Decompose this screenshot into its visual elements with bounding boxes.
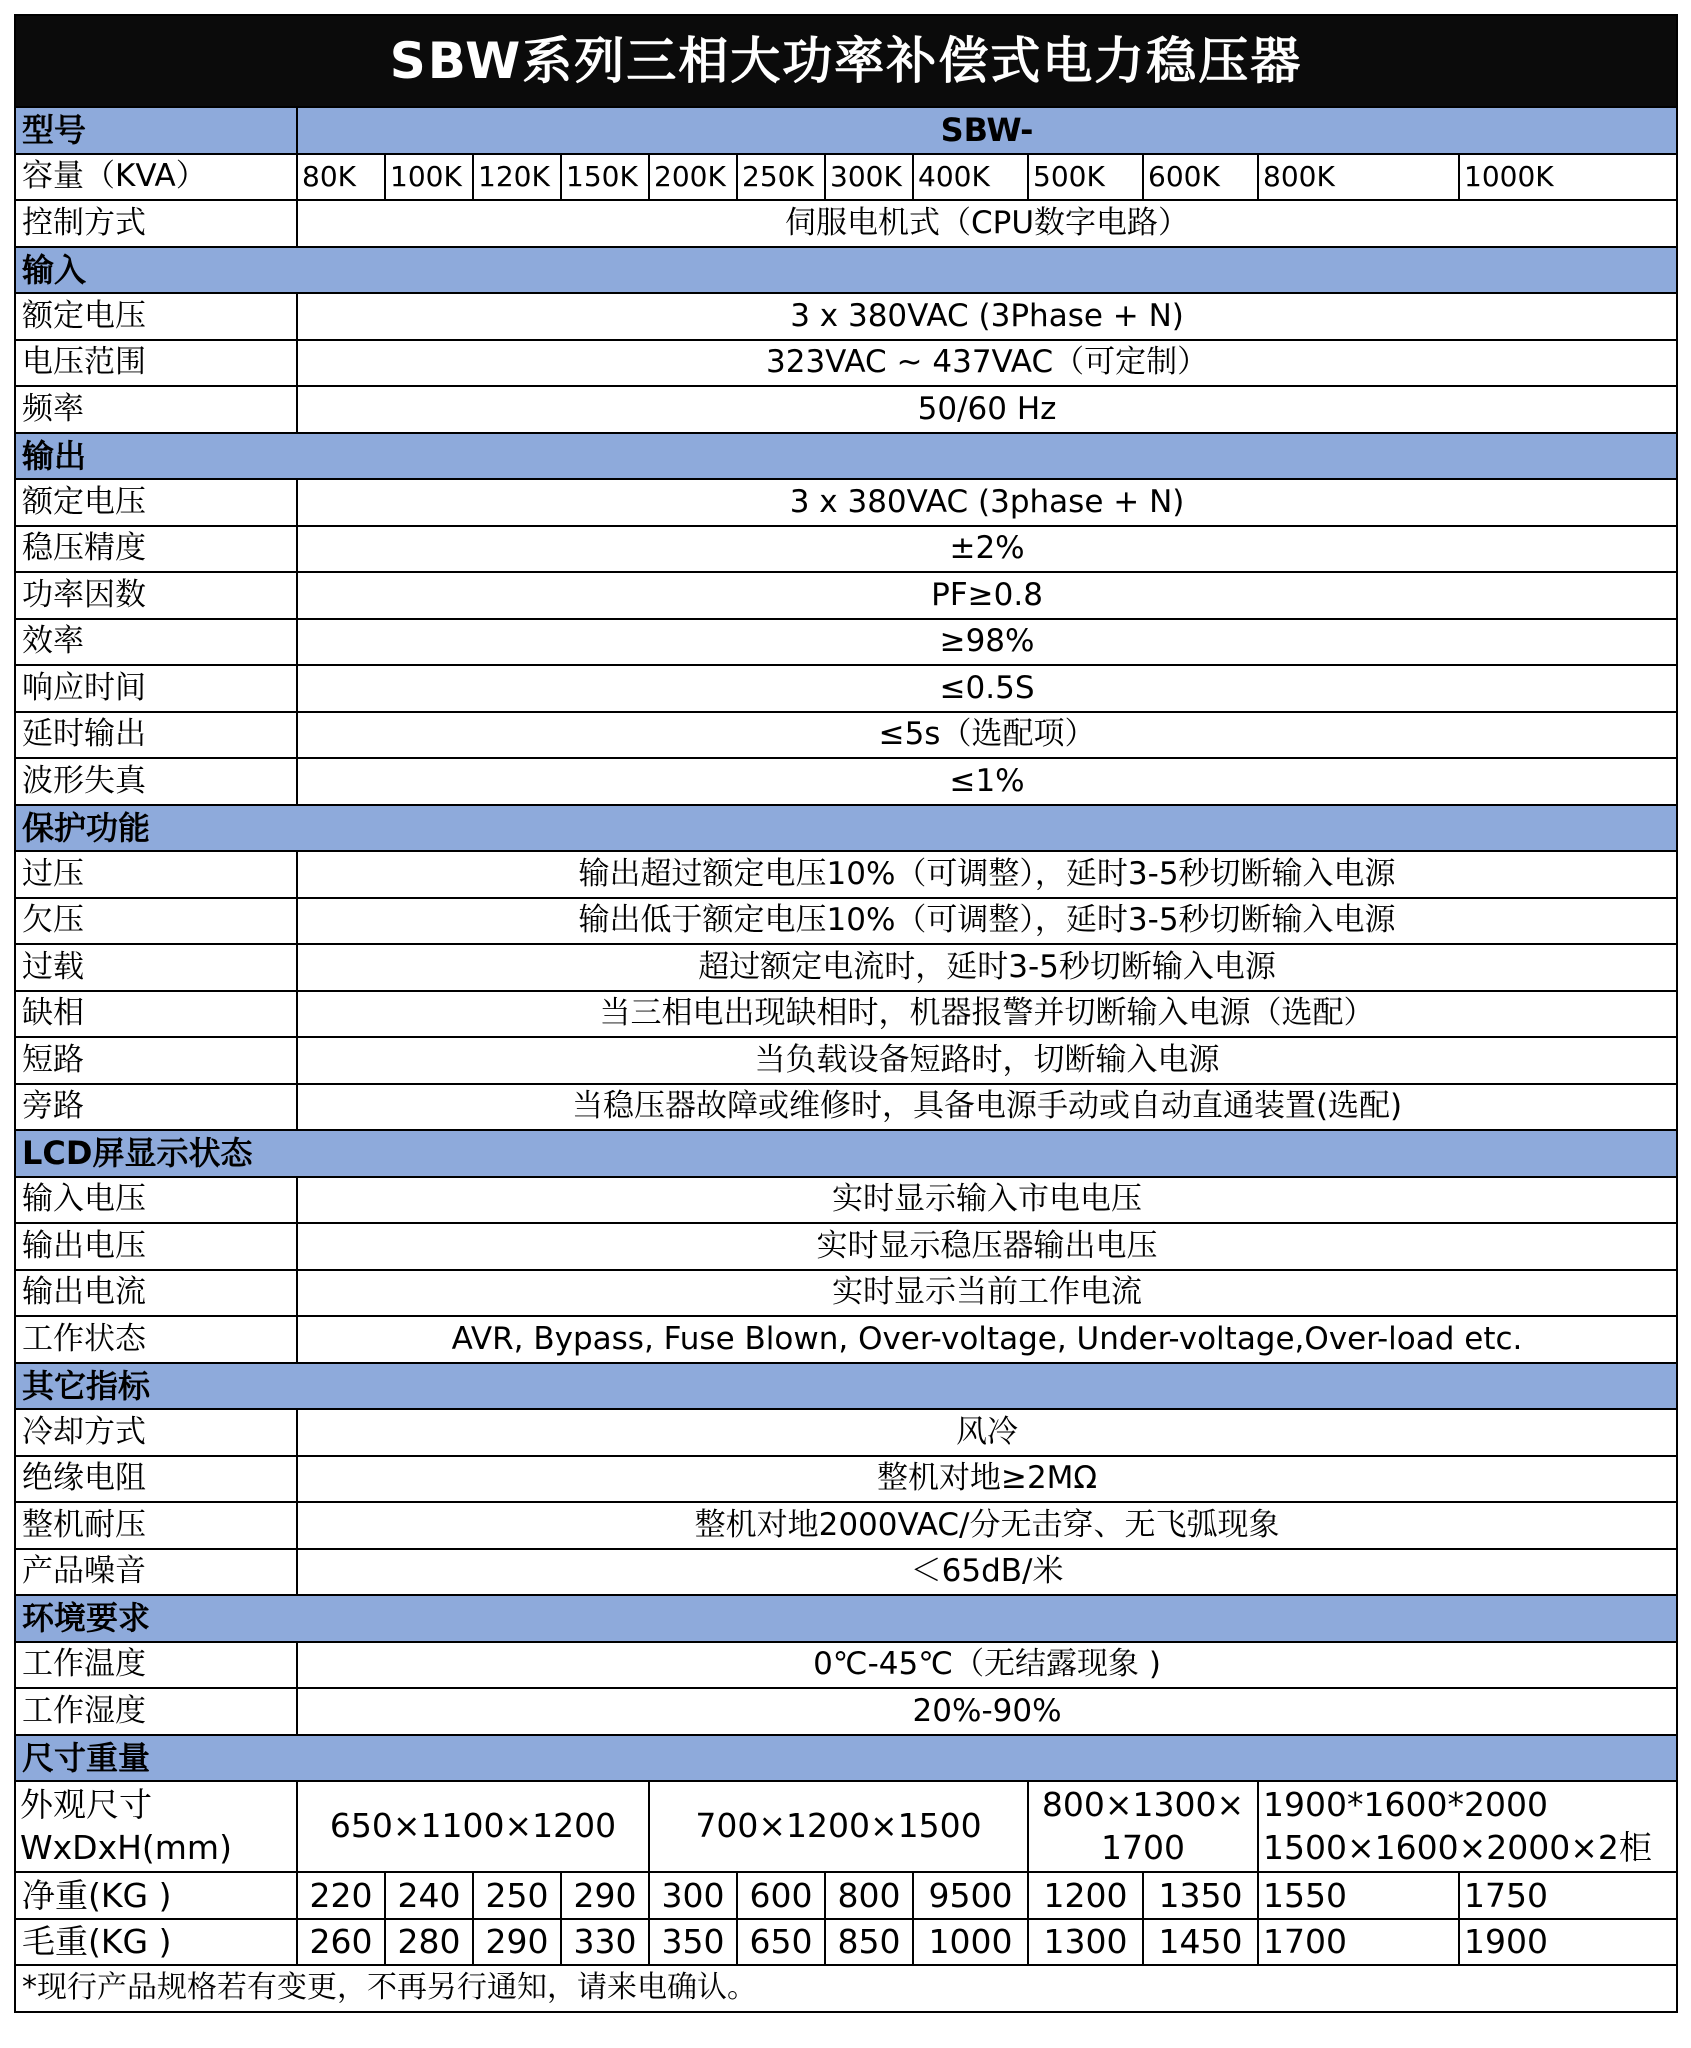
spec-row bbox=[15, 619, 1677, 666]
section-title: 其它指标 bbox=[15, 1363, 1677, 1410]
dimensions-group-line: 1900*1600*2000 bbox=[1263, 1784, 1548, 1824]
net-weight-cell: 240 bbox=[385, 1872, 473, 1919]
spec-label: 旁路 bbox=[15, 1084, 297, 1131]
capacity-cell: 800K bbox=[1258, 154, 1459, 201]
gross-weight-cell: 350 bbox=[649, 1919, 737, 1966]
dimensions-group bbox=[1258, 1781, 1677, 1872]
spec-label: 额定电压 bbox=[15, 293, 297, 340]
spec-label: 输出电流 bbox=[15, 1270, 297, 1317]
spec-row bbox=[15, 1177, 1677, 1224]
spec-label: 工作温度 bbox=[15, 1642, 297, 1689]
spec-label: 效率 bbox=[15, 619, 297, 666]
spec-value: 当稳压器故障或维修时，具备电源手动或自动直通装置(选配) bbox=[297, 1084, 1677, 1131]
spec-value: ≤0.5S bbox=[297, 665, 1677, 712]
dimensions-label-line: 外观尺寸 bbox=[20, 1784, 152, 1824]
spec-row bbox=[15, 944, 1677, 991]
section-header-other bbox=[15, 1363, 1677, 1410]
spec-label: 工作湿度 bbox=[15, 1688, 297, 1735]
spec-row bbox=[15, 293, 1677, 340]
net-weight-cell: 800 bbox=[825, 1872, 913, 1919]
spec-value: ≤1% bbox=[297, 758, 1677, 805]
spec-row bbox=[15, 665, 1677, 712]
model-label: 型号 bbox=[15, 107, 297, 154]
section-header-output bbox=[15, 433, 1677, 480]
spec-label: 产品噪音 bbox=[15, 1549, 297, 1596]
capacity-cell: 100K bbox=[385, 154, 473, 201]
dimensions-group-line: 800×1300× bbox=[1041, 1784, 1245, 1824]
capacity-cell: 400K bbox=[913, 154, 1028, 201]
spec-label: 波形失真 bbox=[15, 758, 297, 805]
model-value: SBW- bbox=[297, 107, 1677, 154]
control-value: 伺服电机式（CPU数字电路） bbox=[297, 200, 1677, 247]
dimensions-group-line: 1700 bbox=[1101, 1827, 1185, 1867]
net-weight-cell: 9500 bbox=[913, 1872, 1028, 1919]
capacity-cell: 600K bbox=[1143, 154, 1258, 201]
spec-value: 3 x 380VAC (3Phase + N) bbox=[297, 293, 1677, 340]
spec-value: AVR, Bypass, Fuse Blown, Over-voltage, Under-voltage,Over-load etc. bbox=[297, 1316, 1677, 1363]
gross-weight-cell: 260 bbox=[297, 1919, 385, 1966]
dimensions-row bbox=[15, 1781, 1677, 1872]
spec-label: 缺相 bbox=[15, 991, 297, 1038]
net-weight-cell: 1350 bbox=[1143, 1872, 1258, 1919]
net-weight-cell: 600 bbox=[737, 1872, 825, 1919]
spec-row bbox=[15, 898, 1677, 945]
spec-row bbox=[15, 1316, 1677, 1363]
spec-value: 整机对地2000VAC/分无击穿、无飞弧现象 bbox=[297, 1502, 1677, 1549]
gross-weight-row bbox=[15, 1919, 1677, 1966]
spec-row bbox=[15, 1549, 1677, 1596]
gross-weight-cell: 850 bbox=[825, 1919, 913, 1966]
gross-weight-cell: 1300 bbox=[1028, 1919, 1143, 1966]
spec-label: 电压范围 bbox=[15, 340, 297, 387]
dimensions-label bbox=[15, 1781, 297, 1872]
spec-value: 当负载设备短路时，切断输入电源 bbox=[297, 1037, 1677, 1084]
spec-row bbox=[15, 1642, 1677, 1689]
gross-weight-label: 毛重(KG ) bbox=[15, 1919, 297, 1966]
gross-weight-cell: 280 bbox=[385, 1919, 473, 1966]
spec-value: ≥98% bbox=[297, 619, 1677, 666]
capacity-cell: 500K bbox=[1028, 154, 1143, 201]
capacity-cell: 80K bbox=[297, 154, 385, 201]
section-title: 输出 bbox=[15, 433, 1677, 480]
gross-weight-cell: 650 bbox=[737, 1919, 825, 1966]
gross-weight-cell: 1000 bbox=[913, 1919, 1028, 1966]
spec-row bbox=[15, 340, 1677, 387]
spec-row bbox=[15, 572, 1677, 619]
gross-weight-cell: 330 bbox=[561, 1919, 649, 1966]
spec-row bbox=[15, 1270, 1677, 1317]
section-header-size-weight bbox=[15, 1735, 1677, 1782]
capacity-cell: 250K bbox=[737, 154, 825, 201]
spec-label: 输入电压 bbox=[15, 1177, 297, 1224]
footnote-row bbox=[15, 1965, 1677, 2012]
model-row bbox=[15, 107, 1677, 154]
section-title: 环境要求 bbox=[15, 1595, 1677, 1642]
capacity-cell: 120K bbox=[473, 154, 561, 201]
control-label: 控制方式 bbox=[15, 200, 297, 247]
section-header-lcd bbox=[15, 1130, 1677, 1177]
spec-label: 过压 bbox=[15, 851, 297, 898]
section-title: 尺寸重量 bbox=[15, 1735, 1677, 1782]
net-weight-row bbox=[15, 1872, 1677, 1919]
section-title: 输入 bbox=[15, 247, 1677, 294]
dimensions-group: 700×1200×1500 bbox=[649, 1781, 1028, 1872]
net-weight-label: 净重(KG ) bbox=[15, 1872, 297, 1919]
spec-row bbox=[15, 1456, 1677, 1503]
gross-weight-cell: 290 bbox=[473, 1919, 561, 1966]
spec-value: 超过额定电流时，延时3-5秒切断输入电源 bbox=[297, 944, 1677, 991]
gross-weight-cell: 1900 bbox=[1459, 1919, 1677, 1966]
spec-value: 实时显示输入市电电压 bbox=[297, 1177, 1677, 1224]
capacity-cell: 150K bbox=[561, 154, 649, 201]
spec-value: PF≥0.8 bbox=[297, 572, 1677, 619]
spec-value: 输出低于额定电压10%（可调整），延时3-5秒切断输入电源 bbox=[297, 898, 1677, 945]
gross-weight-cell: 1450 bbox=[1143, 1919, 1258, 1966]
spec-row bbox=[15, 1688, 1677, 1735]
gross-weight-cell: 1700 bbox=[1258, 1919, 1459, 1966]
dimensions-group-line: 1500×1600×2000×2柜 bbox=[1263, 1827, 1652, 1867]
capacity-row bbox=[15, 154, 1677, 201]
net-weight-cell: 290 bbox=[561, 1872, 649, 1919]
spec-value: ±2% bbox=[297, 526, 1677, 573]
spec-value: 50/60 Hz bbox=[297, 386, 1677, 433]
spec-row bbox=[15, 758, 1677, 805]
spec-label: 绝缘电阻 bbox=[15, 1456, 297, 1503]
spec-label: 整机耐压 bbox=[15, 1502, 297, 1549]
spec-row bbox=[15, 479, 1677, 526]
section-header-input bbox=[15, 247, 1677, 294]
spec-value: 3 x 380VAC (3phase + N) bbox=[297, 479, 1677, 526]
control-row bbox=[15, 200, 1677, 247]
footnote: *现行产品规格若有变更，不再另行通知，请来电确认。 bbox=[15, 1965, 1677, 2012]
capacity-cell: 1000K bbox=[1459, 154, 1677, 201]
net-weight-cell: 1200 bbox=[1028, 1872, 1143, 1919]
spec-value: 0℃-45℃（无结露现象 ) bbox=[297, 1642, 1677, 1689]
spec-label: 频率 bbox=[15, 386, 297, 433]
spec-row bbox=[15, 1223, 1677, 1270]
spec-row bbox=[15, 1084, 1677, 1131]
spec-value: 实时显示稳压器输出电压 bbox=[297, 1223, 1677, 1270]
spec-value: 整机对地≥2MΩ bbox=[297, 1456, 1677, 1503]
spec-value: 20%-90% bbox=[297, 1688, 1677, 1735]
section-title: 保护功能 bbox=[15, 805, 1677, 852]
spec-label: 额定电压 bbox=[15, 479, 297, 526]
spec-label: 输出电压 bbox=[15, 1223, 297, 1270]
spec-value: 实时显示当前工作电流 bbox=[297, 1270, 1677, 1317]
dimensions-group bbox=[1028, 1781, 1258, 1872]
spec-value: 323VAC ~ 437VAC（可定制） bbox=[297, 340, 1677, 387]
page-title: SBW系列三相大功率补偿式电力稳压器 bbox=[15, 15, 1677, 107]
net-weight-cell: 1550 bbox=[1258, 1872, 1459, 1919]
spec-label: 冷却方式 bbox=[15, 1409, 297, 1456]
dimensions-group: 650×1100×1200 bbox=[297, 1781, 649, 1872]
net-weight-cell: 300 bbox=[649, 1872, 737, 1919]
spec-row bbox=[15, 1502, 1677, 1549]
spec-label: 过载 bbox=[15, 944, 297, 991]
spec-label: 稳压精度 bbox=[15, 526, 297, 573]
section-header-environment bbox=[15, 1595, 1677, 1642]
spec-row bbox=[15, 851, 1677, 898]
net-weight-cell: 1750 bbox=[1459, 1872, 1677, 1919]
spec-row bbox=[15, 991, 1677, 1038]
spec-row bbox=[15, 1409, 1677, 1456]
section-header-protection bbox=[15, 805, 1677, 852]
spec-label: 短路 bbox=[15, 1037, 297, 1084]
spec-value: ＜65dB/米 bbox=[297, 1549, 1677, 1596]
spec-label: 工作状态 bbox=[15, 1316, 297, 1363]
spec-label: 欠压 bbox=[15, 898, 297, 945]
spec-row bbox=[15, 386, 1677, 433]
dimensions-label-line: WxDxH(mm) bbox=[20, 1827, 232, 1867]
spec-row bbox=[15, 1037, 1677, 1084]
spec-value: 输出超过额定电压10%（可调整），延时3-5秒切断输入电源 bbox=[297, 851, 1677, 898]
spec-row bbox=[15, 526, 1677, 573]
section-title: LCD屏显示状态 bbox=[15, 1130, 1677, 1177]
capacity-label: 容量（KVA） bbox=[15, 154, 297, 201]
spec-label: 功率因数 bbox=[15, 572, 297, 619]
spec-label: 延时输出 bbox=[15, 712, 297, 759]
capacity-cell: 200K bbox=[649, 154, 737, 201]
spec-sheet bbox=[14, 14, 1676, 2013]
spec-label: 响应时间 bbox=[15, 665, 297, 712]
net-weight-cell: 250 bbox=[473, 1872, 561, 1919]
net-weight-cell: 220 bbox=[297, 1872, 385, 1919]
spec-row bbox=[15, 712, 1677, 759]
spec-table bbox=[14, 14, 1678, 2013]
spec-value: ≤5s（选配项） bbox=[297, 712, 1677, 759]
spec-value: 风冷 bbox=[297, 1409, 1677, 1456]
capacity-cell: 300K bbox=[825, 154, 913, 201]
spec-value: 当三相电出现缺相时，机器报警并切断输入电源（选配） bbox=[297, 991, 1677, 1038]
